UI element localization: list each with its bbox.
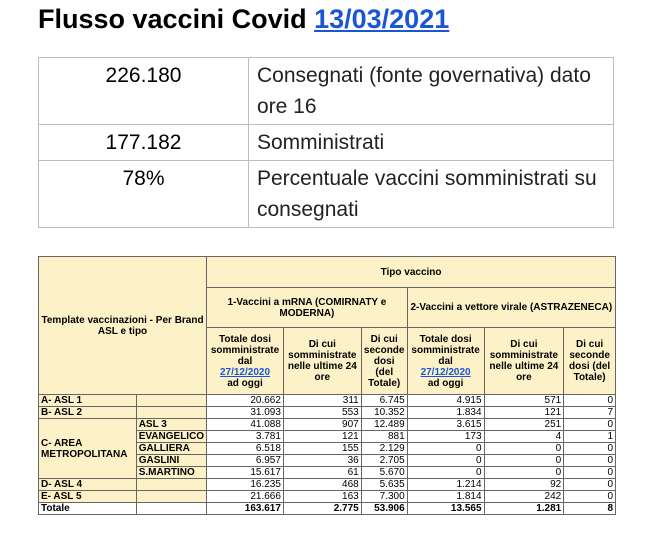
cell-value: 0 [484,455,564,467]
summary-value: 177.182 [39,125,249,161]
cell-value: 36 [283,455,361,467]
page-title [38,4,449,35]
col-total-text: Totale dosi somministrate dal [411,333,480,367]
row-sublabel: GASLINI [136,455,206,467]
cell-value: 571 [484,395,564,407]
area-metropolitana-label: C- AREA METROPOLITANA [39,419,137,479]
cell-value: 61 [283,467,361,479]
cell-value: 6.957 [207,455,284,467]
cell-value: 4.915 [407,395,484,407]
table-row [39,395,616,407]
date-link[interactable]: 13/03/2021 [314,4,450,34]
cell-value: 1 [564,431,616,443]
total-row [39,503,616,515]
col-total-header [407,328,484,395]
cell-value: 173 [407,431,484,443]
cell-value: 6.518 [207,443,284,455]
cell-value: 21.666 [207,491,284,503]
cell-value: 2.775 [283,503,361,515]
cell-value: 3.615 [407,419,484,431]
cell-value: 5.670 [361,467,407,479]
cell-value: 0 [564,419,616,431]
summary-row [39,58,614,125]
table-row [39,407,616,419]
cell-value: 881 [361,431,407,443]
cell-value: 1.214 [407,479,484,491]
cell-value: 553 [283,407,361,419]
summary-row [39,125,614,161]
cell-value: 121 [283,431,361,443]
title-text: Flusso vaccini Covid [38,4,307,34]
cell-value: 242 [484,491,564,503]
cell-value: 0 [564,395,616,407]
cell-value: 2.129 [361,443,407,455]
cell-value: 0 [407,455,484,467]
cell-value: 0 [564,443,616,455]
cell-value: 468 [283,479,361,491]
cell-value: 0 [564,479,616,491]
row-sublabel: EVANGELICO [136,431,206,443]
row-label: D- ASL 4 [39,479,137,491]
summary-label: Percentuale vaccini somministrati su consegnati [249,161,614,228]
row-label: A- ASL 1 [39,395,137,407]
cell-value: 0 [484,443,564,455]
summary-value: 78% [39,161,249,228]
blank-cell [136,407,206,419]
cell-value: 251 [484,419,564,431]
cell-value: 163 [283,491,361,503]
total-label: Totale [39,503,137,515]
cell-value: 0 [484,467,564,479]
cell-value: 15.617 [207,467,284,479]
cell-value: 12.489 [361,419,407,431]
row-sublabel: GALLIERA [136,443,206,455]
cell-value: 53.906 [361,503,407,515]
cell-value: 0 [564,455,616,467]
cell-value: 1.834 [407,407,484,419]
cell-value: 16.235 [207,479,284,491]
cell-value: 4 [484,431,564,443]
cell-value: 155 [283,443,361,455]
cell-value: 1.814 [407,491,484,503]
row-label: B- ASL 2 [39,407,137,419]
table-row [39,491,616,503]
col-total-date[interactable]: 27/12/2020 [219,366,271,378]
cell-value: 3.781 [207,431,284,443]
col-total-date[interactable]: 27/12/2020 [420,366,471,378]
cell-value: 31.093 [207,407,284,419]
blank-cell [136,395,206,407]
table-corner-header: Template vaccinazioni - Per Brand ASL e tipo [39,257,207,395]
blank-cell [136,491,206,503]
col-total-suffix: ad oggi [427,377,464,389]
cell-value: 0 [407,443,484,455]
col-second-dose-header: Di cui seconde dosi (del Totale) [564,328,616,395]
cell-value: 92 [484,479,564,491]
cell-value: 0 [564,491,616,503]
col-total-text: Totale dosi somministrate dal [210,333,280,367]
summary-row [39,161,614,228]
summary-label: Consegnati (fonte governativa) dato ore 16 [249,58,614,125]
vaccine-type-header: Tipo vaccino [207,257,616,288]
cell-value: 1.281 [484,503,564,515]
cell-value: 121 [484,407,564,419]
col-total-suffix: ad oggi [227,377,263,389]
cell-value: 20.662 [207,395,284,407]
row-sublabel: S.MARTINO [136,467,206,479]
summary-table [38,57,614,228]
cell-value: 163.617 [207,503,284,515]
summary-value: 226.180 [39,58,249,125]
cell-value: 8 [564,503,616,515]
cell-value: 0 [407,467,484,479]
cell-value: 7 [564,407,616,419]
table-row [39,479,616,491]
blank-cell [136,503,206,515]
cell-value: 907 [283,419,361,431]
cell-value: 5.635 [361,479,407,491]
col-total-header [207,328,284,395]
cell-value: 41.088 [207,419,284,431]
cell-value: 0 [564,467,616,479]
row-sublabel: ASL 3 [136,419,206,431]
viral-vector-group-header: 2-Vaccini a vettore virale (ASTRAZENECA) [407,288,615,328]
vaccination-detail-table [38,256,616,515]
col-second-dose-header: Di cui seconde dosi (del Totale) [361,328,407,395]
cell-value: 10.352 [361,407,407,419]
mrna-group-header: 1-Vaccini a mRNA (COMIRNATY e MODERNA) [207,288,408,328]
col-24h-header: Di cui somministrate nelle ultime 24 ore [283,328,361,395]
cell-value: 2.705 [361,455,407,467]
cell-value: 311 [283,395,361,407]
blank-cell [136,479,206,491]
cell-value: 7.300 [361,491,407,503]
row-label: E- ASL 5 [39,491,137,503]
cell-value: 6.745 [361,395,407,407]
col-24h-header: Di cui somministrate nelle ultime 24 ore [484,328,564,395]
summary-label: Somministrati [249,125,614,161]
table-row [39,419,616,431]
cell-value: 13.565 [407,503,484,515]
